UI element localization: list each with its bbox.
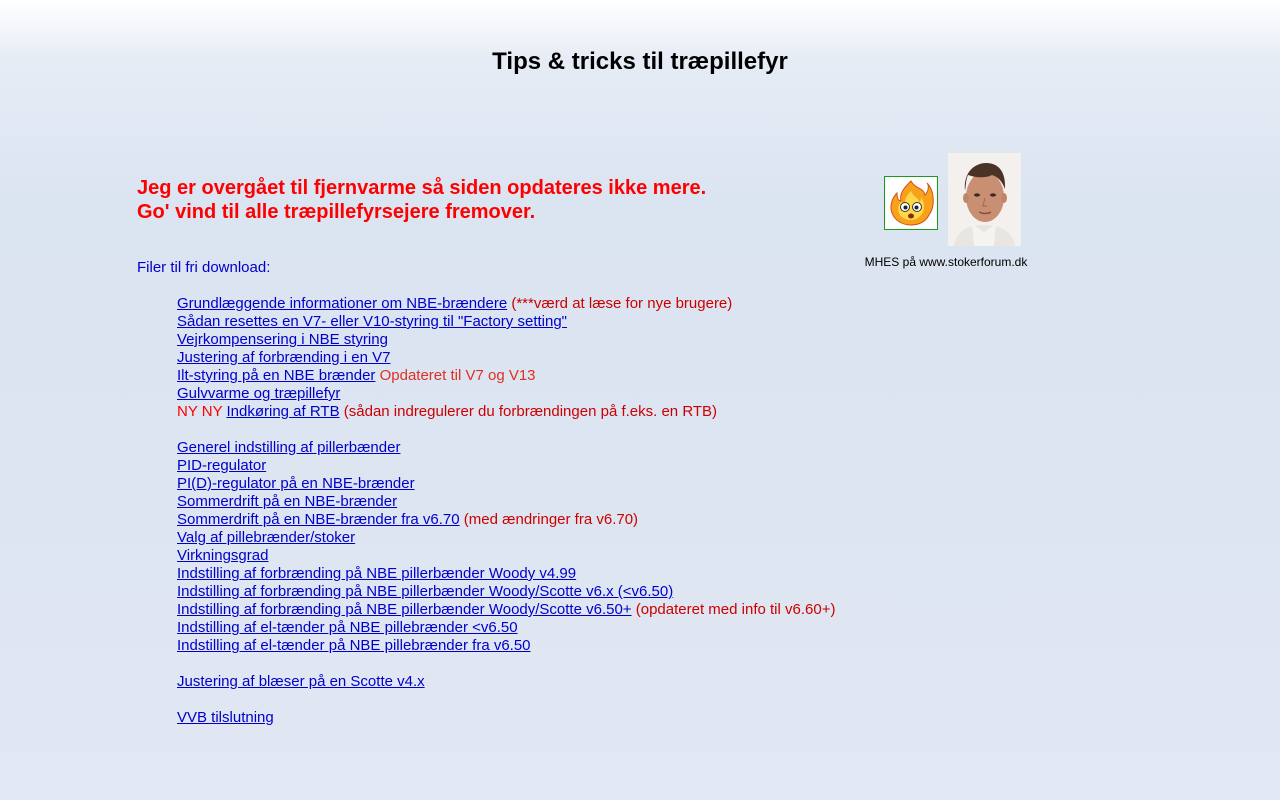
- list-item: [177, 295, 835, 313]
- list-item: [177, 511, 835, 529]
- download-link-list: [177, 295, 835, 727]
- download-link-efficiency[interactable]: Virkningsgrad: [177, 547, 269, 564]
- list-item: [177, 601, 835, 619]
- download-link-combustion-v7[interactable]: Justering af forbrænding i en V7: [177, 349, 391, 366]
- fire-smiley-icon: [884, 176, 938, 230]
- download-link-pid-nbe[interactable]: PI(D)-regulator på en NBE-brænder: [177, 475, 415, 492]
- download-link-factory-reset[interactable]: Sådan resettes en V7- eller V10-styring til "Factory setting": [177, 313, 567, 330]
- downloads-heading: Filer til fri download:: [137, 259, 271, 276]
- download-link-igniter-old[interactable]: Indstilling af el-tænder på NBE pillebrænder <v6.50: [177, 619, 518, 636]
- item-note: (sådan indregulerer du forbrændingen på f.eks. en RTB): [343, 403, 718, 420]
- download-link-woody-v6x[interactable]: Indstilling af forbrænding på NBE pillerbænder Woody/Scotte v6.x (<v6.50): [177, 583, 674, 600]
- download-link-summer-mode[interactable]: Sommerdrift på en NBE-brænder: [177, 493, 398, 510]
- list-item: [177, 547, 835, 565]
- list-item: [177, 331, 835, 349]
- list-item: [177, 583, 835, 601]
- download-link-woody-v650[interactable]: Indstilling af forbrænding på NBE pillerbænder Woody/Scotte v6.50+: [177, 601, 632, 618]
- download-link-general-setup[interactable]: Generel indstilling af pillerbænder: [177, 439, 401, 456]
- list-spacer: [177, 421, 835, 439]
- list-item: [177, 493, 835, 511]
- list-item: [177, 709, 835, 727]
- download-link-fan-scotte[interactable]: Justering af blæser på en Scotte v4.x: [177, 673, 425, 690]
- list-item: [177, 385, 835, 403]
- download-link-igniter-new[interactable]: Indstilling af el-tænder på NBE pillebrænder fra v6.50: [177, 637, 531, 654]
- list-item: [177, 637, 835, 655]
- item-note: (opdateret med info til v6.60+): [635, 601, 836, 618]
- list-item: [177, 619, 835, 637]
- list-item: [177, 313, 835, 331]
- list-item: [177, 529, 835, 547]
- author-caption: MHES på www.stokerforum.dk: [864, 255, 1028, 269]
- item-note: Opdateret til V7 og V13: [379, 367, 536, 384]
- download-link-burner-choice[interactable]: Valg af pillebrænder/stoker: [177, 529, 356, 546]
- discontinued-notice: [137, 176, 706, 224]
- list-item: [177, 673, 835, 691]
- list-item: [177, 403, 835, 421]
- list-item: [177, 475, 835, 493]
- list-item: [177, 349, 835, 367]
- list-item: [177, 367, 835, 385]
- list-item: [177, 457, 835, 475]
- notice-line-1: Jeg er overgået til fjernvarme så siden opdateres ikke mere.: [137, 177, 707, 199]
- new-badge: NY NY: [177, 403, 223, 420]
- download-link-oxygen-control[interactable]: Ilt-styring på en NBE brænder: [177, 367, 376, 384]
- list-item: [177, 439, 835, 457]
- item-note: (***værd at læse for nye brugere): [511, 295, 733, 312]
- download-link-rtb[interactable]: Indkøring af RTB: [226, 403, 340, 420]
- list-spacer: [177, 691, 835, 709]
- download-link-floor-heating[interactable]: Gulvvarme og træpillefyr: [177, 385, 341, 402]
- item-note: (med ændringer fra v6.70): [463, 511, 639, 528]
- list-item: [177, 565, 835, 583]
- download-link-woody-v499[interactable]: Indstilling af forbrænding på NBE pillerbænder Woody v4.99: [177, 565, 577, 582]
- page-title: Tips & tricks til træpillefyr: [492, 48, 788, 75]
- notice-line-2: Go' vind til alle træpillefyrsejere fremover.: [137, 201, 536, 223]
- download-link-summer-mode-v670[interactable]: Sommerdrift på en NBE-brænder fra v6.70: [177, 511, 460, 528]
- download-link-weather-compensation[interactable]: Vejrkompensering i NBE styring: [177, 331, 388, 348]
- download-link-vvb[interactable]: VVB tilslutning: [177, 709, 274, 726]
- download-link-pid[interactable]: PID-regulator: [177, 457, 267, 474]
- list-spacer: [177, 655, 835, 673]
- download-link-nbe-basics[interactable]: Grundlæggende informationer om NBE-brændere: [177, 295, 508, 312]
- profile-photo: [948, 153, 1021, 246]
